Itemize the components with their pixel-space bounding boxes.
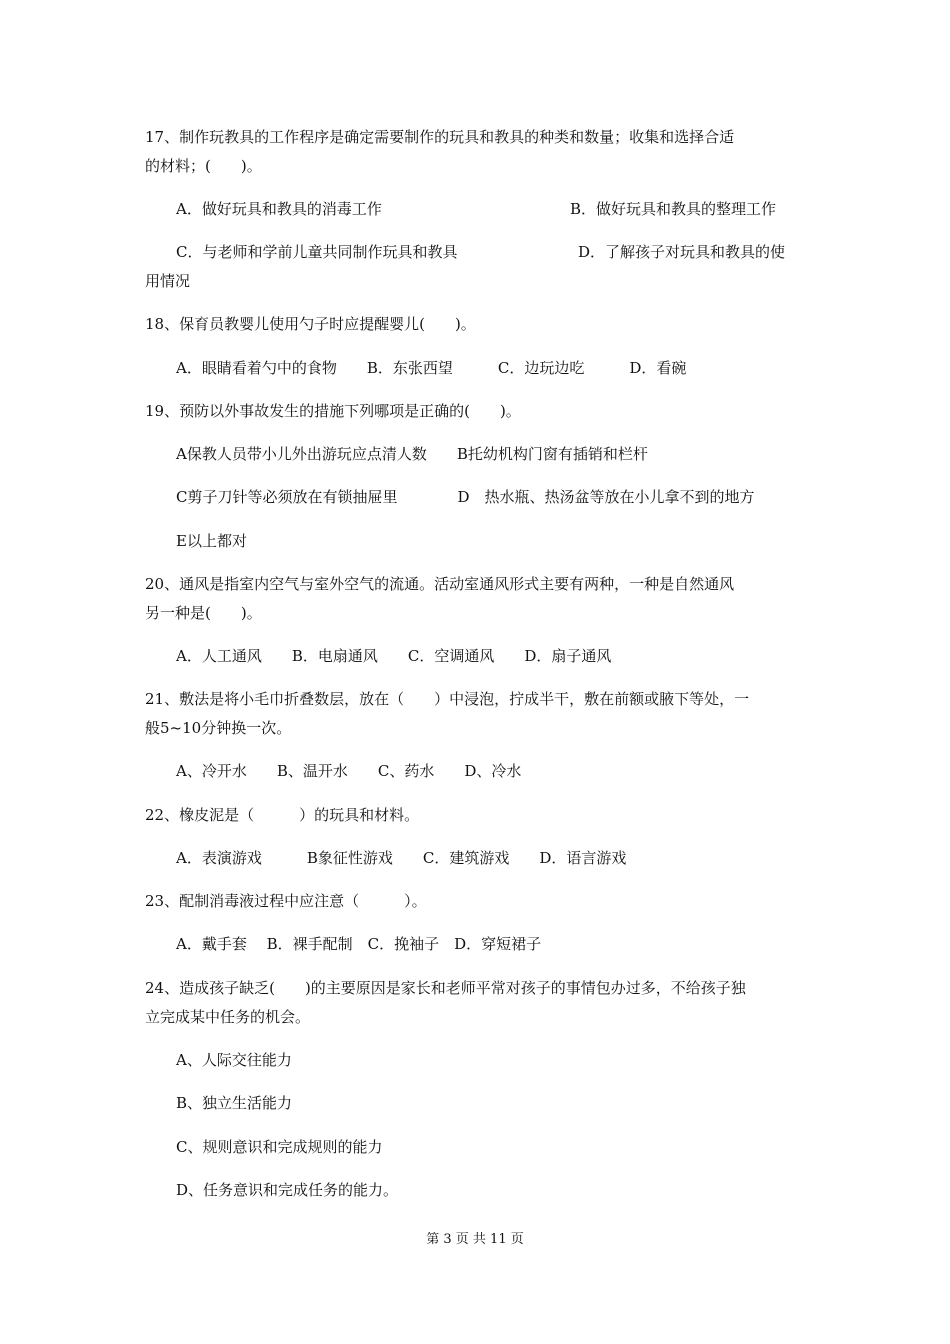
q18-options: A．眼睛看着勺中的食物 B．东张西望 C．边玩边吃 D．看碗 — [176, 359, 687, 377]
q22-options: A．表演游戏 B象征性游戏 C．建筑游戏 D．语言游戏 — [176, 849, 627, 867]
q22-stem: 22、橡皮泥是（ ）的玩具和材料。 — [145, 806, 420, 824]
q24-stem-line2: 立完成某中任务的机会。 — [145, 1008, 311, 1026]
q19-stem: 19、预防以外事故发生的措施下列哪项是正确的( )。 — [145, 402, 521, 420]
q17-option-d-cont: 用情况 — [145, 272, 191, 290]
q17-option-d: D．了解孩子对玩具和教具的使 — [578, 243, 786, 261]
q17-option-a: A．做好玩具和教具的消毒工作 — [176, 200, 382, 218]
q21-stem-line1: 21、敷法是将小毛巾折叠数层，放在（ ）中浸泡，拧成半干，敷在前额或腋下等处，一 — [145, 690, 750, 708]
q24-option-a: A、人际交往能力 — [176, 1051, 292, 1069]
q24-stem-line1: 24、造成孩子缺乏( )的主要原因是家长和老师平常对孩子的事情包办过多，不给孩子独 — [145, 979, 746, 997]
q21-options: A、冷开水 B、温开水 C、药水 D、冷水 — [176, 762, 522, 780]
q19-option-e: E以上都对 — [176, 532, 247, 550]
q23-stem: 23、配制消毒液过程中应注意（ ）。 — [145, 892, 427, 910]
q17-option-b: B．做好玩具和教具的整理工作 — [570, 200, 777, 218]
q24-option-d: D、任务意识和完成任务的能力。 — [176, 1181, 399, 1199]
q23-options: A．戴手套 B．裸手配制 C．挽袖子 D．穿短裙子 — [176, 935, 542, 953]
q20-options: A．人工通风 B．电扇通风 C．空调通风 D．扇子通风 — [176, 647, 612, 665]
q17-stem-line2: 的材料；( )。 — [145, 157, 262, 175]
q24-option-c: C、规则意识和完成规则的能力 — [176, 1138, 383, 1156]
q17-option-c: C．与老师和学前儿童共同制作玩具和教具 — [176, 243, 458, 261]
q20-stem-line2: 另一种是( )。 — [145, 604, 262, 622]
q17-stem-line1: 17、制作玩教具的工作程序是确定需要制作的玩具和教具的种类和数量；收集和选择合适 — [145, 128, 735, 146]
q21-stem-line2: 般5~10分钟换一次。 — [145, 719, 292, 737]
page-footer: 第 3 页 共 11 页 — [426, 1232, 524, 1247]
q19-options-ab: A保教人员带小儿外出游玩应点清人数 B托幼机构门窗有插销和栏杆 — [176, 445, 648, 463]
q19-options-cd: C剪子刀针等必须放在有锁抽屉里 D 热水瓶、热汤盆等放在小儿拿不到的地方 — [176, 488, 755, 506]
q18-stem: 18、保育员教婴儿使用勺子时应提醒婴儿( )。 — [145, 315, 476, 333]
q24-option-b: B、独立生活能力 — [176, 1094, 293, 1112]
q20-stem-line1: 20、通风是指室内空气与室外空气的流通。活动室通风形式主要有两种，一种是自然通风 — [145, 575, 735, 593]
